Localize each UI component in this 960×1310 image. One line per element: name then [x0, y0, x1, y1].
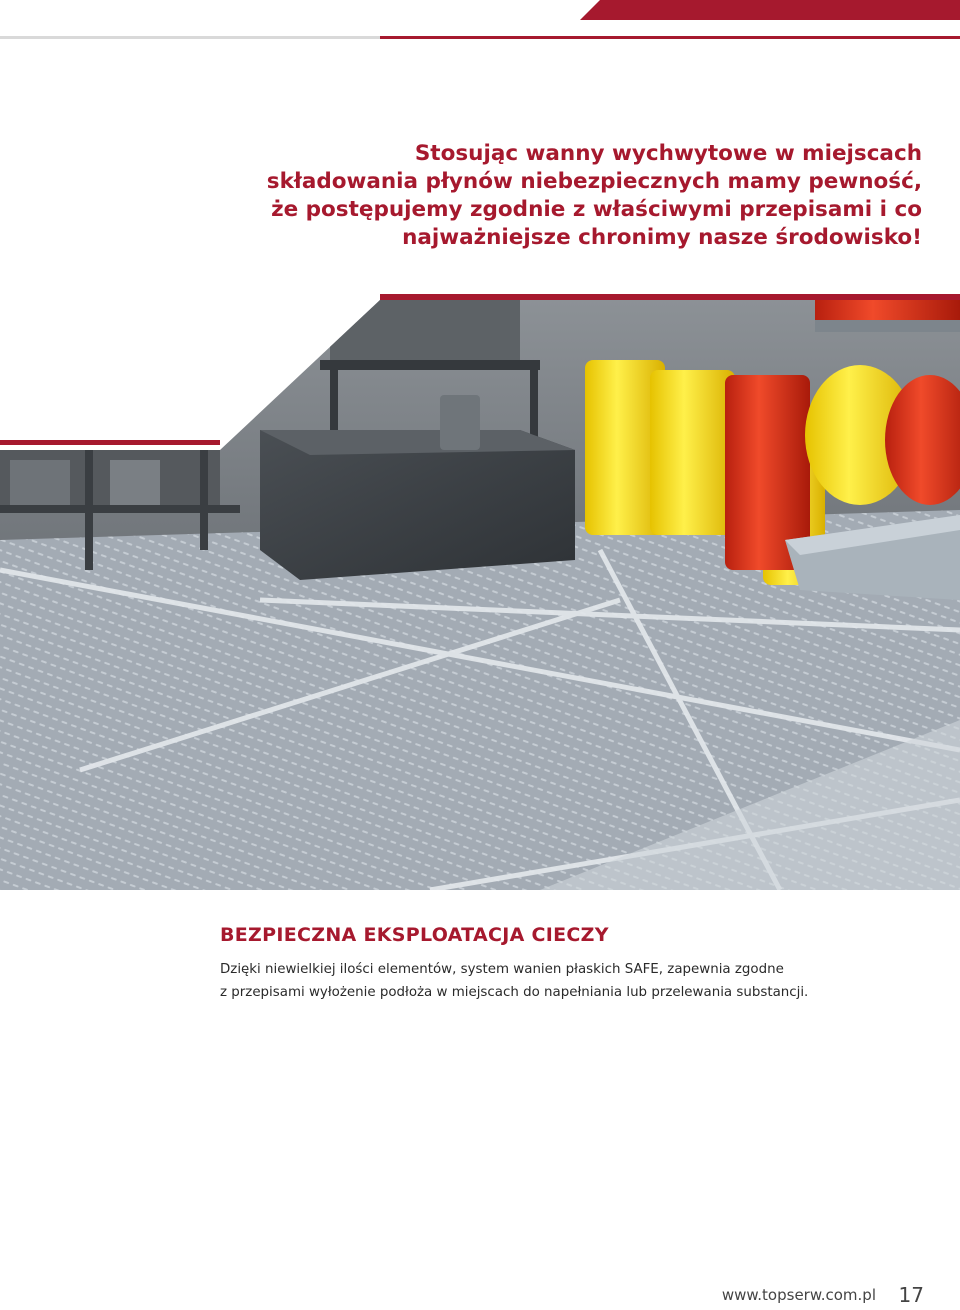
headline [202, 140, 922, 252]
top-divider-grey [0, 36, 380, 39]
headline-line: najważniejsze chronimy nasze środowisko! [402, 225, 922, 250]
section-title: BEZPIECZNA EKSPLOATACJA CIECZY [220, 924, 609, 946]
warehouse-photo [0, 300, 960, 890]
top-brand-tab [580, 0, 960, 20]
headline-line: składowania płynów niebezpiecznych mamy pewność, [266, 169, 922, 194]
page-number: 17 [898, 1283, 924, 1307]
headline-line: Stosując wanny wychwytowe w miejscach [414, 141, 922, 166]
top-divider-red [380, 36, 960, 39]
headline-line: że postępujemy zgodnie z właściwymi przepisami i co [271, 197, 922, 222]
footer-url[interactable]: www.topserw.com.pl [721, 1286, 876, 1304]
warehouse-photo-illustration [0, 300, 960, 890]
section-body-line: z przepisami wyłożenie podłoża w miejscach do napełniania lub przelewania substancji. [220, 985, 809, 1000]
section-body-line: Dzięki niewielkiej ilości elementów, system wanien płaskich SAFE, zapewnia zgodne [220, 962, 784, 977]
section-body [220, 958, 900, 1004]
